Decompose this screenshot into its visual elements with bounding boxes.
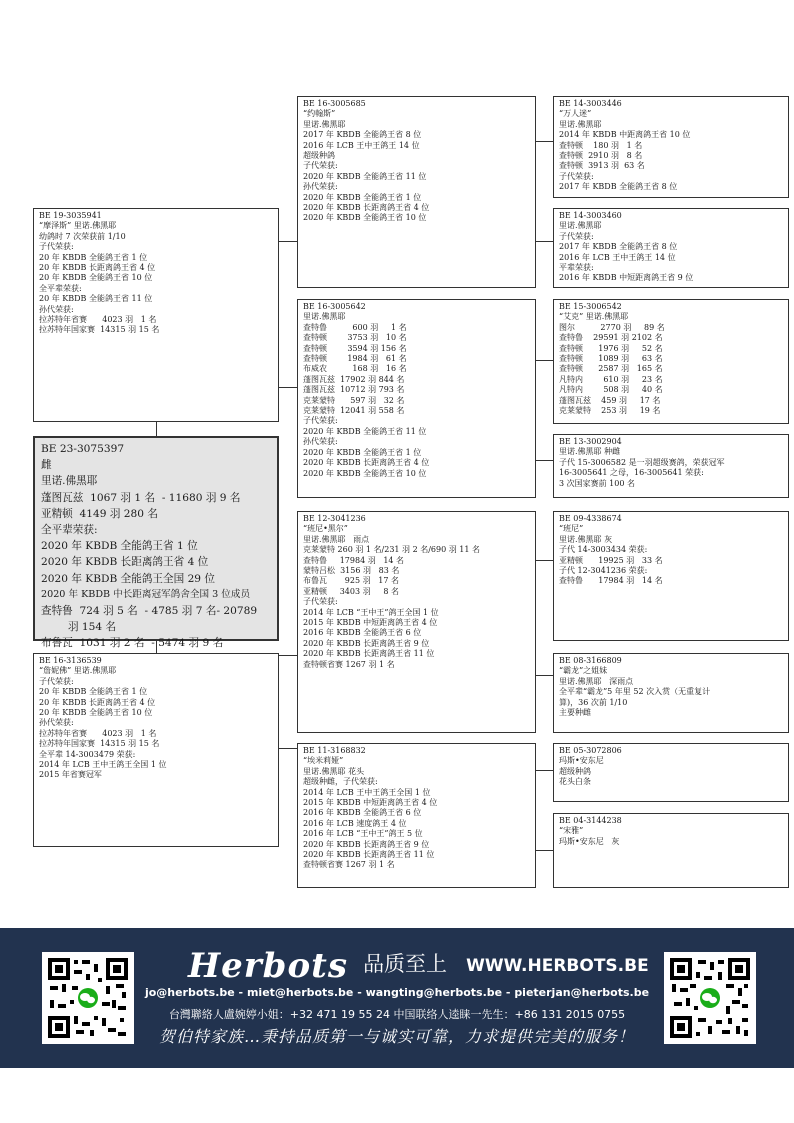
main-line: 羽 154 名 (41, 621, 117, 634)
pedigree-line: 子代荣获: (303, 416, 338, 426)
pedigree-line: BE 13-3002904 (559, 437, 622, 446)
contact-persons: 台灣聯絡人盧婉婷小姐：+32 471 19 55 24 中国联络人逵睐一先生：+86 131 2015 0755 (168, 1008, 626, 1021)
pedigree-line: 2017 年 KBDB 全能鸽王省 8 位 (303, 130, 422, 140)
pedigree-line: 里诺.佛黑耶 深雨点 (559, 676, 634, 686)
pedigree-line: “万人迷” (559, 109, 592, 119)
pedigree-line: 查特鲁 600 羽 1 名 (303, 322, 407, 332)
pedigree-line: 3 次国家赛前 100 名 (559, 478, 635, 488)
pedigree-line: 2020 年 KBDB 长距离鸽王省 11 位 (303, 649, 435, 659)
pedigree-line: BE 14-3003460 (559, 211, 622, 220)
pedigree-line: 平辈荣获: (559, 263, 594, 273)
pedigree-line: 亚精顿 19925 羽 33 名 (559, 555, 663, 565)
pedigree-line: 20 年 KBDB 长距离鸽王省 4 位 (39, 263, 156, 273)
pedigree-line: 子代荣获: (39, 676, 74, 686)
pedigree-line: 20 年 KBDB 全能鸽王省 10 位 (39, 273, 153, 283)
connector-main-sire (156, 421, 157, 437)
pedigree-line: 里诺.佛黑耶 (559, 221, 602, 231)
pedigree-line: 2015 年 KBDB 中短距离鸽王省 4 位 (303, 618, 438, 628)
pedigree-line: 拉苏特年国家赛 14315 羽 15 名 (39, 325, 160, 335)
pedigree-line: BE 08-3166809 (559, 656, 622, 665)
pedigree-line: 蓬图瓦兹 459 羽 17 名 (559, 395, 661, 405)
pedigree-line: 里诺.佛黑耶 (303, 119, 346, 129)
pedigree-line: BE 15-3006542 (559, 302, 622, 311)
website-link[interactable]: WWW.HERBOTS.BE (466, 956, 649, 976)
pedigree-line: 凡特内 610 羽 23 名 (559, 374, 663, 384)
main-line: 查特鲁 724 羽 5 名 - 4785 羽 7 名- 20789 (41, 605, 258, 618)
pedigree-line: BE 16-3005685 (303, 99, 366, 108)
pedigree-line: 2014 年 LCB “王中王”鸽王全国 1 位 (303, 607, 439, 617)
pedigree-line: 2016 年 LCB 速度鸽王 4 位 (303, 818, 407, 828)
sire-dam-card (297, 299, 536, 498)
pedigree-line: 图尔 2770 羽 89 名 (559, 322, 665, 332)
main-line: 2020 年 KBDB 全能鸽王全国 29 位 (41, 572, 216, 585)
pedigree-line: 2020 年 KBDB 全能鸽王省 11 位 (303, 171, 427, 181)
pedigree-line: 2016 年 KBDB 全能鸽王省 6 位 (303, 808, 422, 818)
dam-sire-card (297, 511, 536, 733)
main-line: BE 23-3075397 (41, 443, 125, 455)
pedigree-line: 20 年 KBDB 全能鸽王省 1 位 (39, 687, 148, 697)
main-line: 2020 年 KBDB 长距离鸽王省 4 位 (41, 556, 209, 569)
pedigree-line: 子代荣获: (559, 231, 594, 241)
pedigree-line: 2015 年 KBDB 中短距离鸽王省 4 位 (303, 798, 438, 808)
footer-banner (0, 928, 794, 1068)
brand-header (188, 946, 649, 986)
pedigree-line: 算)，36 次前 1/10 (559, 697, 628, 707)
pedigree-line: 里诺.佛黑耶 (559, 119, 602, 129)
pedigree-line: BE 04-3144238 (559, 816, 622, 825)
pedigree-line: 布鲁瓦 925 羽 17 名 (303, 576, 399, 586)
slogan: 品质至上 (363, 952, 448, 976)
pedigree-line: 查特鲁 17984 羽 14 名 (303, 555, 405, 565)
connector-ds-branch (535, 560, 553, 561)
pedigree-line: “摩泽斯” 里诺.佛黑耶 (39, 221, 117, 231)
pedigree-line: 2020 年 KBDB 全能鸽王省 1 位 (303, 192, 422, 202)
pedigree-line: 2020 年 KBDB 长距离鸽王省 4 位 (303, 458, 430, 468)
main-line: 2020 年 KBDB 全能鸽王省 1 位 (41, 540, 198, 553)
pedigree-line: “班尼•黑尔” (303, 524, 348, 534)
pedigree-line: “霸龙”之姐妹 (559, 666, 608, 676)
pedigree-line: 蓬图瓦兹 10712 羽 793 名 (303, 385, 405, 395)
main-line: 里诺.佛黑耶 (41, 475, 98, 488)
pedigree-line: 2020 年 KBDB 长距离鸽王省 9 位 (303, 638, 430, 648)
pedigree-line: 2020 年 KBDB 长距离鸽王省 4 位 (303, 203, 430, 213)
connector-sd-branch (535, 460, 553, 461)
pedigree-line: 超级种鸽 (559, 766, 591, 776)
pedigree-line: 玛斯•安东尼 (559, 756, 604, 766)
pedigree-line: 2020 年 KBDB 全能鸽王省 10 位 (303, 468, 427, 478)
pedigree-line: 蒙特吕松 3156 羽 83 名 (303, 566, 400, 576)
pedigree-line: 拉苏特年省赛 4023 羽 1 名 (39, 728, 157, 738)
pedigree-line: 查特鲁 17984 羽 14 名 (559, 576, 663, 586)
pedigree-line: BE 19-3035941 (39, 211, 102, 220)
dam-sire-sire-card (553, 511, 789, 641)
qr-code-right[interactable] (664, 952, 756, 1044)
pedigree-line: 2016 年 KBDB 中短距离鸽王省 9 位 (559, 273, 694, 283)
pedigree-line: 子代荣获: (39, 242, 74, 252)
pedigree-line: 2020 年 KBDB 长距离鸽王省 11 位 (303, 850, 435, 860)
pedigree-line: 2016 年 LCB “王中王”鸽王 5 位 (303, 829, 423, 839)
pedigree-line: 20 年 KBDB 长距离鸽王省 4 位 (39, 697, 156, 707)
pedigree-line: 子代荣获: (303, 161, 338, 171)
connector-ss-branch (535, 241, 553, 242)
pedigree-line: BE 16-3136539 (39, 656, 102, 665)
dam-dam-card (297, 743, 536, 888)
pedigree-line: 查特顿 3913 羽 63 名 (559, 161, 645, 171)
sire-dam-sire-card (553, 299, 789, 424)
dam-dam-dam-card (553, 813, 789, 888)
main-line: 雌 (41, 459, 52, 472)
pedigree-line: 里诺.佛黑耶 种雌 (559, 447, 621, 457)
pedigree-line: 克莱蒙特 12041 羽 558 名 (303, 406, 405, 416)
pedigree-line: 里诺.佛黑耶 雨点 (303, 534, 370, 544)
pedigree-line: 2020 年 KBDB 全能鸽王省 1 位 (303, 447, 422, 457)
pedigree-line: “艾克” 里诺.佛黑耶 (559, 312, 629, 322)
pedigree-line: 2014 年 LCB 王中王鸽王全国 1 位 (39, 760, 167, 770)
pedigree-line: 孙代荣获: (39, 304, 74, 314)
pedigree-line: 查特顿 3753 羽 10 名 (303, 333, 407, 343)
pedigree-line: 2016 年 LCB 王中王鸽王 14 位 (559, 252, 676, 262)
pedigree-line: 克莱蒙特 253 羽 19 名 (559, 406, 661, 416)
pedigree-line: BE 09-4338674 (559, 514, 622, 523)
pedigree-line: 2016 年 KBDB 全能鸽王省 6 位 (303, 628, 422, 638)
pedigree-line: BE 11-3168832 (303, 746, 366, 755)
pedigree-line: 子代 12-3041236 荣获: (559, 566, 648, 576)
pedigree-line: 超级种鸽 (303, 151, 335, 161)
pedigree-line: 克莱蒙特 597 羽 32 名 (303, 395, 405, 405)
pedigree-line: 查特顿 2587 羽 165 名 (559, 364, 663, 374)
pedigree-line: 孙代荣获: (303, 182, 338, 192)
pedigree-line: 2014 年 KBDB 中距离鸽王省 10 位 (559, 130, 691, 140)
dam-dam-sire-card (553, 743, 789, 802)
pedigree-line: 子代荣获: (303, 597, 338, 607)
pedigree-line: 16-3005641 之母，16-3005641 荣获: (559, 468, 704, 478)
pedigree-line: 查特顿省赛 1267 羽 1 名 (303, 860, 395, 870)
pedigree-line: 2016 年 LCB 王中王鸽王 14 位 (303, 140, 420, 150)
pedigree-line: 2015 年省赛冠军 (39, 770, 102, 780)
pedigree-line: 查特顿 1984 羽 61 名 (303, 354, 407, 364)
pedigree-line: 子代荣获: (559, 171, 594, 181)
pedigree-line: 克莱蒙特 260 羽 1 名/231 羽 2 名/690 羽 11 名 (303, 545, 480, 555)
pedigree-line: 玛斯•安东尼 灰 (559, 836, 620, 846)
pedigree-line: 花头白条 (559, 777, 591, 787)
pedigree-line: 里诺.佛黑耶 灰 (559, 534, 613, 544)
pedigree-line: 孙代荣获: (303, 437, 338, 447)
pedigree-line: 凡特内 508 羽 40 名 (559, 385, 663, 395)
connector-dd-branch (535, 850, 553, 851)
connector-dam-branch (278, 748, 298, 749)
pedigree-line: 拉苏特年省赛 4023 羽 1 名 (39, 315, 157, 325)
pedigree-line: “宋雅” (559, 826, 584, 836)
pedigree-line: 查特顿省赛 1267 羽 1 名 (303, 659, 395, 669)
dam-card (33, 653, 279, 847)
pedigree-line: 超级种雌，子代荣获: (303, 777, 378, 787)
main-line: 2020 年 KBDB 中长距离冠军鸽舍全国 3 位成员 (41, 588, 251, 600)
pedigree-line: 孙代荣获: (39, 718, 74, 728)
connector-ds-branch (535, 675, 553, 676)
pedigree-line: 子代 14-3003434 荣获: (559, 545, 648, 555)
pedigree-line: 全平辈 14-3003479 荣获: (39, 749, 136, 759)
pedigree-line: 2020 年 KBDB 全能鸽王省 11 位 (303, 426, 427, 436)
pedigree-line: BE 12-3041236 (303, 514, 366, 523)
pedigree-line: 全平辈“霸龙”5 年里 52 次入赏（无重复计 (559, 687, 711, 697)
pedigree-line: “约翰斯” (303, 109, 336, 119)
pedigree-line: 查特顿 2910 羽 8 名 (559, 151, 643, 161)
pedigree-line: 亚精顿 3403 羽 8 名 (303, 586, 399, 596)
pedigree-line: 查特顿 3594 羽 156 名 (303, 343, 407, 353)
pedigree-line: 2017 年 KBDB 全能鸽王省 8 位 (559, 242, 678, 252)
qr-code-icon (668, 956, 752, 1040)
sire-sire-sire-card (553, 96, 789, 198)
sire-card (33, 208, 279, 422)
pedigree-line: 蓬图瓦兹 17902 羽 844 名 (303, 374, 405, 384)
pedigree-line: 查特鲁 29591 羽 2102 名 (559, 333, 663, 343)
pedigree-line: 里诺.佛黑耶 (303, 312, 346, 322)
connector-dd-branch (535, 770, 553, 771)
pedigree-line: 布威农 168 羽 16 名 (303, 364, 407, 374)
email-list[interactable]: jo@herbots.be - miet@herbots.be - wangting@herbots.be - pieterjan@herbots.be (144, 986, 650, 999)
pedigree-line: BE 05-3072806 (559, 746, 622, 755)
pedigree-line: 查特顿 1976 羽 52 名 (559, 343, 663, 353)
pedigree-line: 全平辈荣获: (39, 283, 82, 293)
pedigree-line: 2020 年 KBDB 长距离鸽王省 9 位 (303, 839, 430, 849)
main-line: 全平辈荣获: (41, 524, 98, 537)
pedigree-line: “埃米莉娅” (303, 756, 344, 766)
pedigree-line: 2017 年 KBDB 全能鸽王省 8 位 (559, 182, 678, 192)
main-line: 布鲁瓦 1031 羽 2 名 - 5474 羽 9 名 (41, 637, 224, 650)
sire-dam-dam-card (553, 434, 789, 498)
pedigree-line: 拉苏特年国家赛 14315 羽 15 名 (39, 739, 160, 749)
pedigree-line: BE 14-3003446 (559, 99, 622, 108)
herbots-logo: Herbots (188, 946, 348, 986)
pedigree-line: BE 16-3005642 (303, 302, 366, 311)
main-line: 亚精顿 4149 羽 280 名 (41, 507, 158, 520)
pedigree-line: 20 年 KBDB 全能鸽王省 1 位 (39, 252, 148, 262)
pedigree-line: 2014 年 LCB 王中王鸽王全国 1 位 (303, 787, 431, 797)
pedigree-line: 主要种雌 (559, 708, 591, 718)
dam-sire-dam-card (553, 653, 789, 733)
connector-ss-branch (535, 141, 553, 142)
pedigree-line: “班尼” (559, 524, 584, 534)
pedigree-line: 查特顿 1089 羽 63 名 (559, 354, 663, 364)
connector-sire-branch (278, 387, 298, 388)
main-line: 蓬图瓦兹 1067 羽 1 名 - 11680 羽 9 名 (41, 491, 241, 504)
connector-sire-branch (278, 241, 298, 242)
pedigree-line: 20 年 KBDB 全能鸽王省 11 位 (39, 294, 153, 304)
pedigree-line: “詹妮佛” 里诺.佛黑耶 (39, 666, 117, 676)
pedigree-line: 幼鸽时 7 次荣获前 1/10 (39, 231, 126, 241)
pedigree-line: 2020 年 KBDB 全能鸽王省 10 位 (303, 213, 427, 223)
sire-sire-dam-card (553, 208, 789, 288)
pedigree-line: 20 年 KBDB 全能鸽王省 10 位 (39, 708, 153, 718)
pedigree-line: 子代 15-3006582 是一羽超级赛鸽，荣获冠军 (559, 457, 725, 467)
sire-sire-card (297, 96, 536, 288)
pedigree-line: 查特顿 180 羽 1 名 (559, 140, 643, 150)
company-motto: 贺伯特家族…秉持品质第一与诚实可靠，力求提供完美的服务！ (158, 1027, 635, 1046)
connector-sd-branch (535, 360, 553, 361)
main-pigeon-card (33, 436, 279, 650)
connector-dam-branch (278, 655, 298, 656)
pedigree-line: 里诺.佛黑耶 花头 (303, 766, 365, 776)
